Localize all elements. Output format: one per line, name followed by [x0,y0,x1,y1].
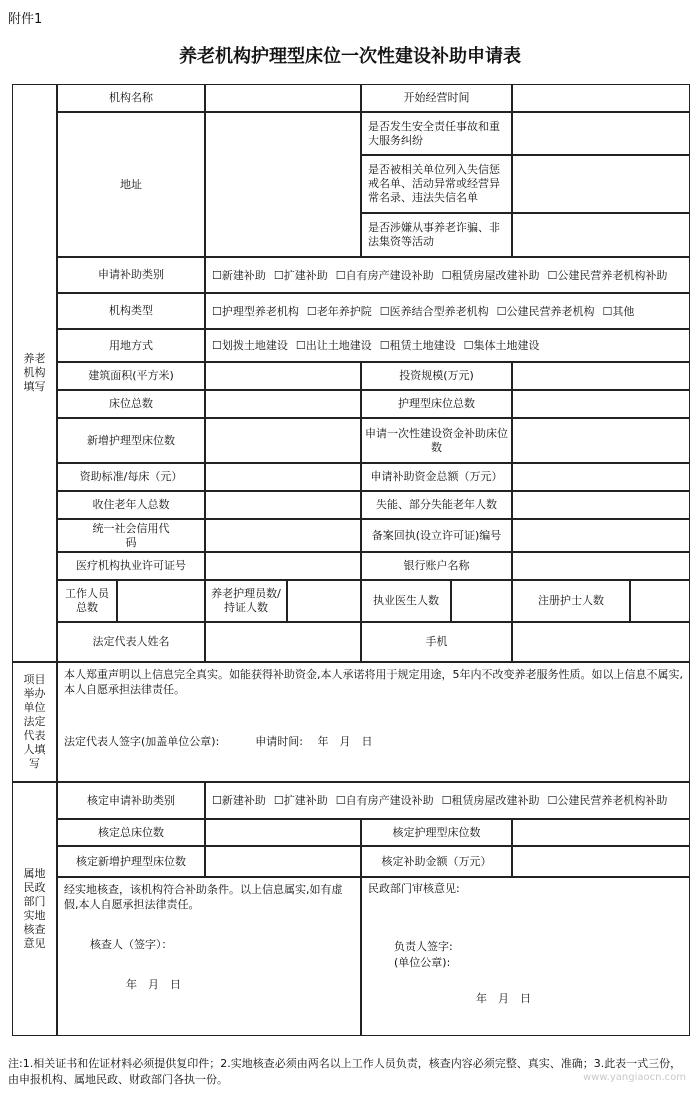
label-new-nursing-beds: 新增护理型床位数 [57,418,205,463]
input-verify-amount[interactable] [512,846,690,877]
label-disabled-count: 失能、部分失能老年人数 [361,491,512,519]
label-filing-no: 备案回执(设立许可证)编号 [361,519,512,552]
section-legal-rep: 项目举办单位法定代表人填写 [12,662,57,782]
checkbox-elderly-care-home[interactable]: ☐老年养护院 [306,304,372,318]
checker-signature[interactable]: 核查人（签字）： [90,938,173,951]
input-legal-name[interactable] [205,622,361,662]
input-doctors[interactable] [451,580,512,622]
legal-rep-signature[interactable]: 法定代表人签字(加盖单位公章): [64,735,220,748]
label-verify-total-beds: 核定总床位数 [57,819,205,846]
input-address[interactable] [205,112,361,257]
watermark: www.yangiaocn.com [583,1072,686,1083]
input-apply-funds-beds[interactable] [512,418,690,463]
checkbox-own-property[interactable]: ☐自有房产建设补助 [335,268,434,282]
label-dishonest-list: 是否被相关单位列入失信惩戒名单、活动异常或经营异常名录、违法失信名单 [361,155,512,213]
input-nurses[interactable] [630,580,690,622]
org-type-options [205,293,690,329]
checkbox-rented-renovation[interactable]: ☐租赁房屋改建补助 [441,268,540,282]
label-org-type: 机构类型 [57,293,205,329]
section-institution: 养老机构填写 [12,84,57,662]
unit-seal[interactable]: (单位公章): [394,956,451,969]
civil-opinion-title: 民政部门审核意见: [368,882,460,895]
input-total-beds[interactable] [205,390,361,418]
verify-subsidy-options [205,782,690,819]
input-bank-account[interactable] [512,552,690,580]
input-phone[interactable] [512,622,690,662]
field-check-text: 经实地核查，该机构符合补助条件。以上信息属实,如有虚假,本人自愿承担法律责任。 [64,883,343,911]
input-start-time[interactable] [512,84,690,112]
checkbox-transferred-land[interactable]: ☐出让土地建设 [295,339,372,352]
check-date[interactable]: 年 月 日 [126,978,181,991]
checkbox-public-private-org[interactable]: ☐公建民营养老机构 [496,304,595,318]
input-floor-area[interactable] [205,362,361,390]
label-caregivers: 养老护理员数/持证人数 [205,580,287,622]
responsible-signature[interactable]: 负责人签字: [394,940,453,953]
checkbox-collective-land[interactable]: ☐集体土地建设 [463,339,540,352]
civil-affairs-opinion [361,877,690,1036]
subsidy-type-options [205,257,690,293]
land-use-options [205,329,690,362]
input-verify-total-beds[interactable] [205,819,361,846]
input-total-subsidy[interactable] [512,463,690,491]
field-check-opinion [57,877,361,1036]
footnote: 注:1.相关证书和佐证材料必须提供复印件；2.实地核查必须由两名以上工作人员负责，核查内容必须完整、真实、准确；3.此表一式三份，由申报机构、属地民政、财政部门各执一份。 [8,1057,682,1086]
attachment-label: 附件1 [8,12,43,27]
label-fraud: 是否涉嫌从事养老诈骗、非法集资等活动 [361,213,512,257]
page-title: 养老机构护理型床位一次性建设补助申请表 [179,46,521,67]
label-doctors: 执业医生人数 [361,580,451,622]
input-nursing-beds[interactable] [512,390,690,418]
label-safety-incident: 是否发生安全责任事故和重大服务纠纷 [361,112,512,155]
declaration-box [57,662,690,782]
label-phone: 手机 [361,622,512,662]
verify-checkbox-expansion[interactable]: ☐扩建补助 [273,794,328,807]
label-nursing-beds: 护理型床位总数 [361,390,512,418]
input-investment[interactable] [512,362,690,390]
section-civil-affairs: 属地民政部门实地核查意见 [12,782,57,1036]
label-verify-nursing-beds: 核定护理型床位数 [361,819,512,846]
application-date[interactable]: 申请时间: 年 月 日 [255,735,373,748]
checkbox-medical-elderly[interactable]: ☐医养结合型养老机构 [379,304,489,318]
label-investment: 投资规模(万元) [361,362,512,390]
input-safety-incident[interactable] [512,112,690,155]
label-medical-license: 医疗机构执业许可证号 [57,552,205,580]
input-dishonest-list[interactable] [512,155,690,213]
label-nurses: 注册护士人数 [512,580,630,622]
label-verify-subsidy-type: 核定申请补助类别 [57,782,205,819]
label-standard: 资助标准/每床（元） [57,463,205,491]
checkbox-public-private[interactable]: ☐公建民营养老机构补助 [547,268,668,282]
label-address: 地址 [57,112,205,257]
input-filing-no[interactable] [512,519,690,552]
checkbox-leased-land[interactable]: ☐租赁土地建设 [379,339,456,352]
label-credit-code: 统一社会信用代码 [57,519,205,552]
label-org-name: 机构名称 [57,84,205,112]
verify-checkbox-rented-renovation[interactable]: ☐租赁房屋改建补助 [441,794,540,807]
label-apply-funds-beds: 申请一次性建设资金补助床位数 [361,418,512,463]
input-caregivers[interactable] [287,580,361,622]
input-credit-code[interactable] [205,519,361,552]
input-org-name[interactable] [205,84,361,112]
label-staff-total: 工作人员总数 [57,580,117,622]
input-standard[interactable] [205,463,361,491]
input-verify-nursing-beds[interactable] [512,819,690,846]
label-verify-new-nursing: 核定新增护理型床位数 [57,846,205,877]
input-verify-new-nursing[interactable] [205,846,361,877]
verify-checkbox-public-private[interactable]: ☐公建民营养老机构补助 [547,794,668,807]
label-subsidy-type: 申请补助类别 [57,257,205,293]
label-start-time: 开始经营时间 [361,84,512,112]
label-total-subsidy: 申请补助资金总额（万元） [361,463,512,491]
input-medical-license[interactable] [205,552,361,580]
label-elderly-count: 收住老年人总数 [57,491,205,519]
input-new-nursing-beds[interactable] [205,418,361,463]
checkbox-other[interactable]: ☐其他 [602,304,635,318]
checkbox-nursing-institution[interactable]: ☐护理型养老机构 [212,304,299,318]
label-land-use: 用地方式 [57,329,205,362]
checkbox-expansion[interactable]: ☐扩建补助 [273,268,328,282]
verify-checkbox-new-build[interactable]: ☐新建补助 [212,794,266,807]
input-disabled-count[interactable] [512,491,690,519]
declaration-text: 本人郑重声明以上信息完全真实。如能获得补助资金,本人承诺将用于规定用途，5年内不改变养老服务性质。如以上信息不属实,本人自愿承担法律责任。 [64,668,683,696]
label-floor-area: 建筑面积(平方米) [57,362,205,390]
input-elderly-count[interactable] [205,491,361,519]
label-legal-name: 法定代表人姓名 [57,622,205,662]
input-staff-total[interactable] [117,580,205,622]
verify-checkbox-own-property[interactable]: ☐自有房产建设补助 [335,794,434,807]
label-total-beds: 床位总数 [57,390,205,418]
input-fraud[interactable] [512,213,690,257]
checkbox-new-build[interactable]: ☐新建补助 [212,268,266,282]
label-bank-account: 银行账户名称 [361,552,512,580]
label-verify-amount: 核定补助金额（万元） [361,846,512,877]
checkbox-allocated-land[interactable]: ☐划拨土地建设 [212,339,288,352]
civil-date[interactable]: 年 月 日 [476,992,531,1005]
